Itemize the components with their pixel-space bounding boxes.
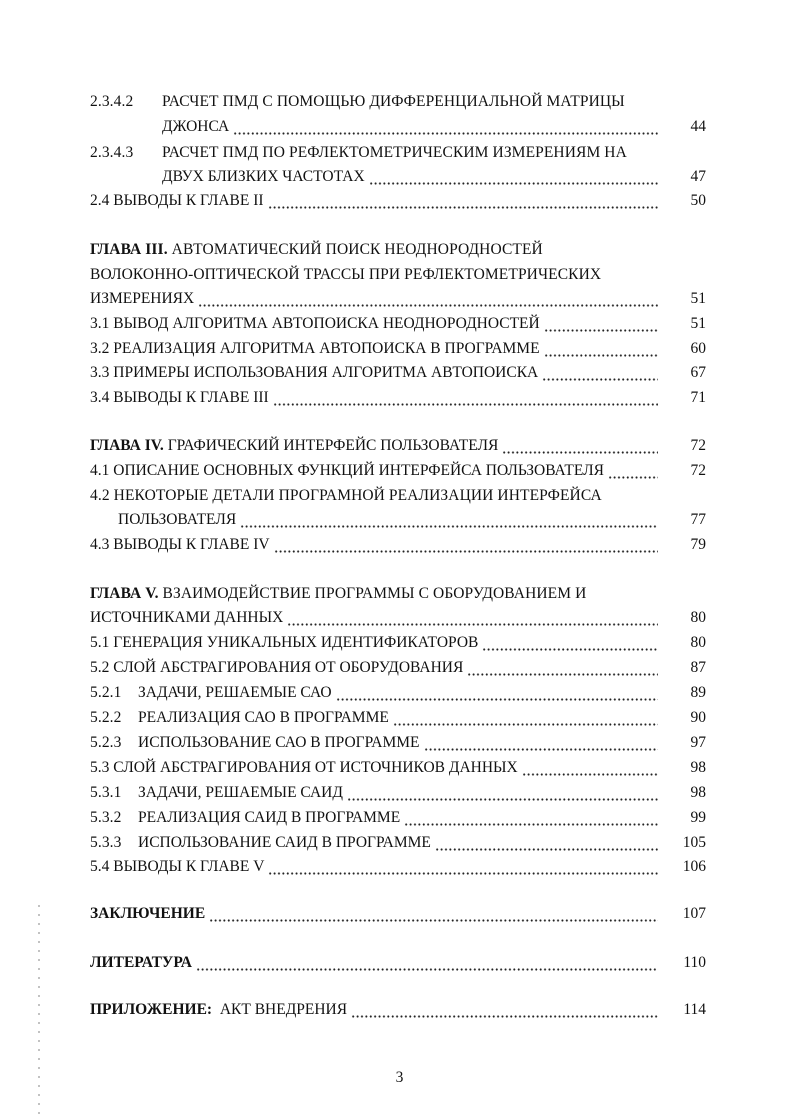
scan-margin-mark — [38, 905, 40, 1115]
toc-entry — [90, 857, 658, 877]
toc-entry-title: 3.4 ВЫВОДЫ К ГЛАВЕ III — [90, 389, 269, 406]
toc-entry — [90, 633, 658, 653]
dot-leader — [522, 758, 658, 778]
toc-entry — [138, 683, 658, 703]
chapter-title: ВЗАИМОДЕЙСТВИЕ ПРОГРАММЫ С ОБОРУДОВАНИЕМ И — [158, 585, 587, 602]
toc-entry — [90, 608, 658, 628]
dot-leader — [544, 314, 658, 334]
page-number: 3 — [395, 1069, 404, 1086]
toc-page: 44 — [690, 118, 706, 135]
toc-num: 5.2.3 — [90, 734, 122, 751]
dot-leader — [209, 904, 658, 924]
toc-num: 5.3.3 — [90, 834, 122, 851]
dot-leader — [274, 535, 658, 555]
toc-entry-title: 3.1 ВЫВОД АЛГОРИТМА АВТОПОИСКА НЕОДНОРОДНОСТЕЙ — [90, 315, 540, 332]
chapter-heading — [90, 436, 502, 456]
dot-leader — [268, 191, 658, 211]
toc-entry — [90, 461, 658, 481]
toc-page: 98 — [690, 759, 706, 776]
toc-entry — [90, 953, 658, 973]
toc-entry-title: ПОЛЬЗОВАТЕЛЯ — [118, 511, 237, 528]
literature-title: ЛИТЕРАТУРА — [90, 954, 192, 971]
toc-page: 60 — [690, 340, 706, 357]
chapter-heading — [90, 240, 543, 260]
toc-page: 107 — [682, 905, 706, 922]
toc-entry — [138, 733, 658, 753]
appendix-title — [90, 1000, 351, 1020]
dot-leader — [482, 633, 658, 653]
toc-entry — [90, 436, 658, 456]
toc-page: 87 — [690, 659, 706, 676]
toc-entry-title: 2.4 ВЫВОДЫ К ГЛАВЕ II — [90, 192, 264, 209]
toc-num: 5.3.2 — [90, 809, 122, 826]
toc-entry-title: ИЗМЕРЕНИЯХ — [90, 290, 195, 307]
toc-page: 72 — [690, 462, 706, 479]
toc-num: 5.3.1 — [90, 784, 122, 801]
toc-page: 80 — [690, 609, 706, 626]
toc-page: 47 — [690, 168, 706, 185]
toc-page: 97 — [690, 734, 706, 751]
dot-leader — [608, 461, 658, 481]
toc-entry-title: РЕАЛИЗАЦИЯ САО В ПРОГРАММЕ — [138, 709, 389, 726]
toc-entry-title: ДВУХ БЛИЗКИХ ЧАСТОТАХ — [162, 168, 365, 185]
toc-entry — [90, 535, 658, 555]
dot-leader — [369, 167, 658, 187]
toc-entry-title: 4.1 ОПИСАНИЕ ОСНОВНЫХ ФУНКЦИЙ ИНТЕРФЕЙСА ПОЛЬЗОВАТЕЛЯ — [90, 462, 604, 479]
dot-leader — [502, 436, 658, 456]
toc-entry-title: ДЖОНСА — [162, 118, 230, 135]
toc-entry — [90, 191, 658, 211]
toc-entry-title: ЗАДАЧИ, РЕШАЕМЫЕ САИД — [138, 784, 343, 801]
toc-entry — [90, 339, 658, 359]
toc-entry-title: РАСЧЕТ ПМД С ПОМОЩЬЮ ДИФФЕРЕНЦИАЛЬНОЙ МАТРИЦЫ — [162, 93, 625, 110]
chapter-heading — [90, 584, 586, 604]
toc-entry-title: 5.2 СЛОЙ АБСТРАГИРОВАНИЯ ОТ ОБОРУДОВАНИЯ — [90, 659, 464, 676]
toc-page: 90 — [690, 709, 706, 726]
toc-entry — [138, 783, 658, 803]
toc-entry — [90, 363, 658, 383]
toc-entry — [138, 708, 658, 728]
toc-entry — [90, 904, 658, 924]
toc-entry-title: ИСПОЛЬЗОВАНИЕ САИД В ПРОГРАММЕ — [138, 834, 431, 851]
toc-page: 110 — [683, 954, 706, 971]
dot-leader — [351, 1000, 658, 1020]
toc-entry — [118, 510, 658, 530]
dot-leader — [233, 117, 658, 137]
appendix-text: АКТ ВНЕДРЕНИЯ — [212, 1001, 348, 1018]
toc-entry — [138, 808, 658, 828]
toc-entry — [138, 833, 658, 853]
toc-page: 72 — [690, 437, 706, 454]
toc-entry — [162, 117, 658, 137]
toc-entry — [90, 289, 658, 309]
conclusion-title: ЗАКЛЮЧЕНИЕ — [90, 905, 206, 922]
dot-leader — [196, 953, 658, 973]
toc-num: 2.3.4.2 — [90, 93, 134, 110]
toc-entry-title: 5.1 ГЕНЕРАЦИЯ УНИКАЛЬНЫХ ИДЕНТИФИКАТОРОВ — [90, 634, 479, 651]
dot-leader — [240, 510, 658, 530]
toc-entry-title: 5.4 ВЫВОДЫ К ГЛАВЕ V — [90, 858, 265, 875]
toc-page: 51 — [690, 315, 706, 332]
chapter-label: ГЛАВА V. — [90, 585, 159, 602]
dot-leader — [467, 658, 658, 678]
chapter-title: АВТОМАТИЧЕСКИЙ ПОИСК НЕОДНОРОДНОСТЕЙ — [167, 241, 543, 258]
toc-num: 2.3.4.3 — [90, 144, 134, 161]
toc-entry — [90, 758, 658, 778]
toc-num: 5.2.1 — [90, 684, 122, 701]
dot-leader — [336, 683, 658, 703]
chapter-label: ГЛАВА IV. — [90, 437, 164, 454]
toc-page: 99 — [690, 809, 706, 826]
dot-leader — [542, 363, 658, 383]
dot-leader — [287, 608, 658, 628]
toc-entry — [90, 1000, 658, 1020]
toc-entry-title: ЗАДАЧИ, РЕШАЕМЫЕ САО — [138, 684, 332, 701]
dot-leader — [273, 388, 658, 408]
toc-entry-title: 3.3 ПРИМЕРЫ ИСПОЛЬЗОВАНИЯ АЛГОРИТМА АВТОПОИСКА — [90, 364, 539, 381]
toc-entry-title: 4.2 НЕКОТОРЫЕ ДЕТАЛИ ПРОГРАМНОЙ РЕАЛИЗАЦИИ ИНТЕРФЕЙСА — [90, 487, 602, 504]
toc-page: 77 — [690, 511, 706, 528]
toc-entry-title: РАСЧЕТ ПМД ПО РЕФЛЕКТОМЕТРИЧЕСКИМ ИЗМЕРЕНИЯМ НА — [162, 144, 627, 161]
toc-page: 89 — [690, 684, 706, 701]
toc-num: 5.2.2 — [90, 709, 122, 726]
dot-leader — [347, 783, 658, 803]
toc-entry-title: 3.2 РЕАЛИЗАЦИЯ АЛГОРИТМА АВТОПОИСКА В ПРОГРАММЕ — [90, 340, 540, 357]
toc-page: 114 — [683, 1001, 706, 1018]
toc-page: 71 — [690, 389, 706, 406]
dot-leader — [393, 708, 658, 728]
toc-page: 51 — [690, 290, 706, 307]
chapter-title: ГРАФИЧЕСКИЙ ИНТЕРФЕЙС ПОЛЬЗОВАТЕЛЯ — [163, 437, 499, 454]
dot-leader — [544, 339, 658, 359]
dot-leader — [198, 289, 658, 309]
toc-page: 98 — [690, 784, 706, 801]
toc-entry-title: ИСТОЧНИКАМИ ДАННЫХ — [90, 609, 284, 626]
chapter-title-cont: ВОЛОКОННО-ОПТИЧЕСКОЙ ТРАССЫ ПРИ РЕФЛЕКТОМЕТРИЧЕСКИХ — [90, 266, 602, 283]
toc-entry — [90, 658, 658, 678]
toc-entry — [90, 314, 658, 334]
chapter-label: ГЛАВА III. — [90, 241, 168, 258]
toc-page: 67 — [690, 364, 706, 381]
toc-entry-title: 4.3 ВЫВОДЫ К ГЛАВЕ IV — [90, 536, 270, 553]
dot-leader — [435, 833, 658, 853]
dot-leader — [404, 808, 658, 828]
toc-entry-title: РЕАЛИЗАЦИЯ САИД В ПРОГРАММЕ — [138, 809, 401, 826]
appendix-label: ПРИЛОЖЕНИЕ: — [90, 1001, 213, 1018]
toc-entry-title: 5.3 СЛОЙ АБСТРАГИРОВАНИЯ ОТ ИСТОЧНИКОВ ДАННЫХ — [90, 759, 518, 776]
toc-page: 105 — [682, 834, 706, 851]
toc-page: 50 — [690, 192, 706, 209]
toc-page: 106 — [682, 858, 706, 875]
toc-entry-title: ИСПОЛЬЗОВАНИЕ САО В ПРОГРАММЕ — [138, 734, 420, 751]
toc-entry — [162, 167, 658, 187]
dot-leader — [424, 733, 658, 753]
dot-leader — [268, 857, 658, 877]
toc-entry — [90, 388, 658, 408]
toc-page: 80 — [690, 634, 706, 651]
toc-page: 79 — [690, 536, 706, 553]
